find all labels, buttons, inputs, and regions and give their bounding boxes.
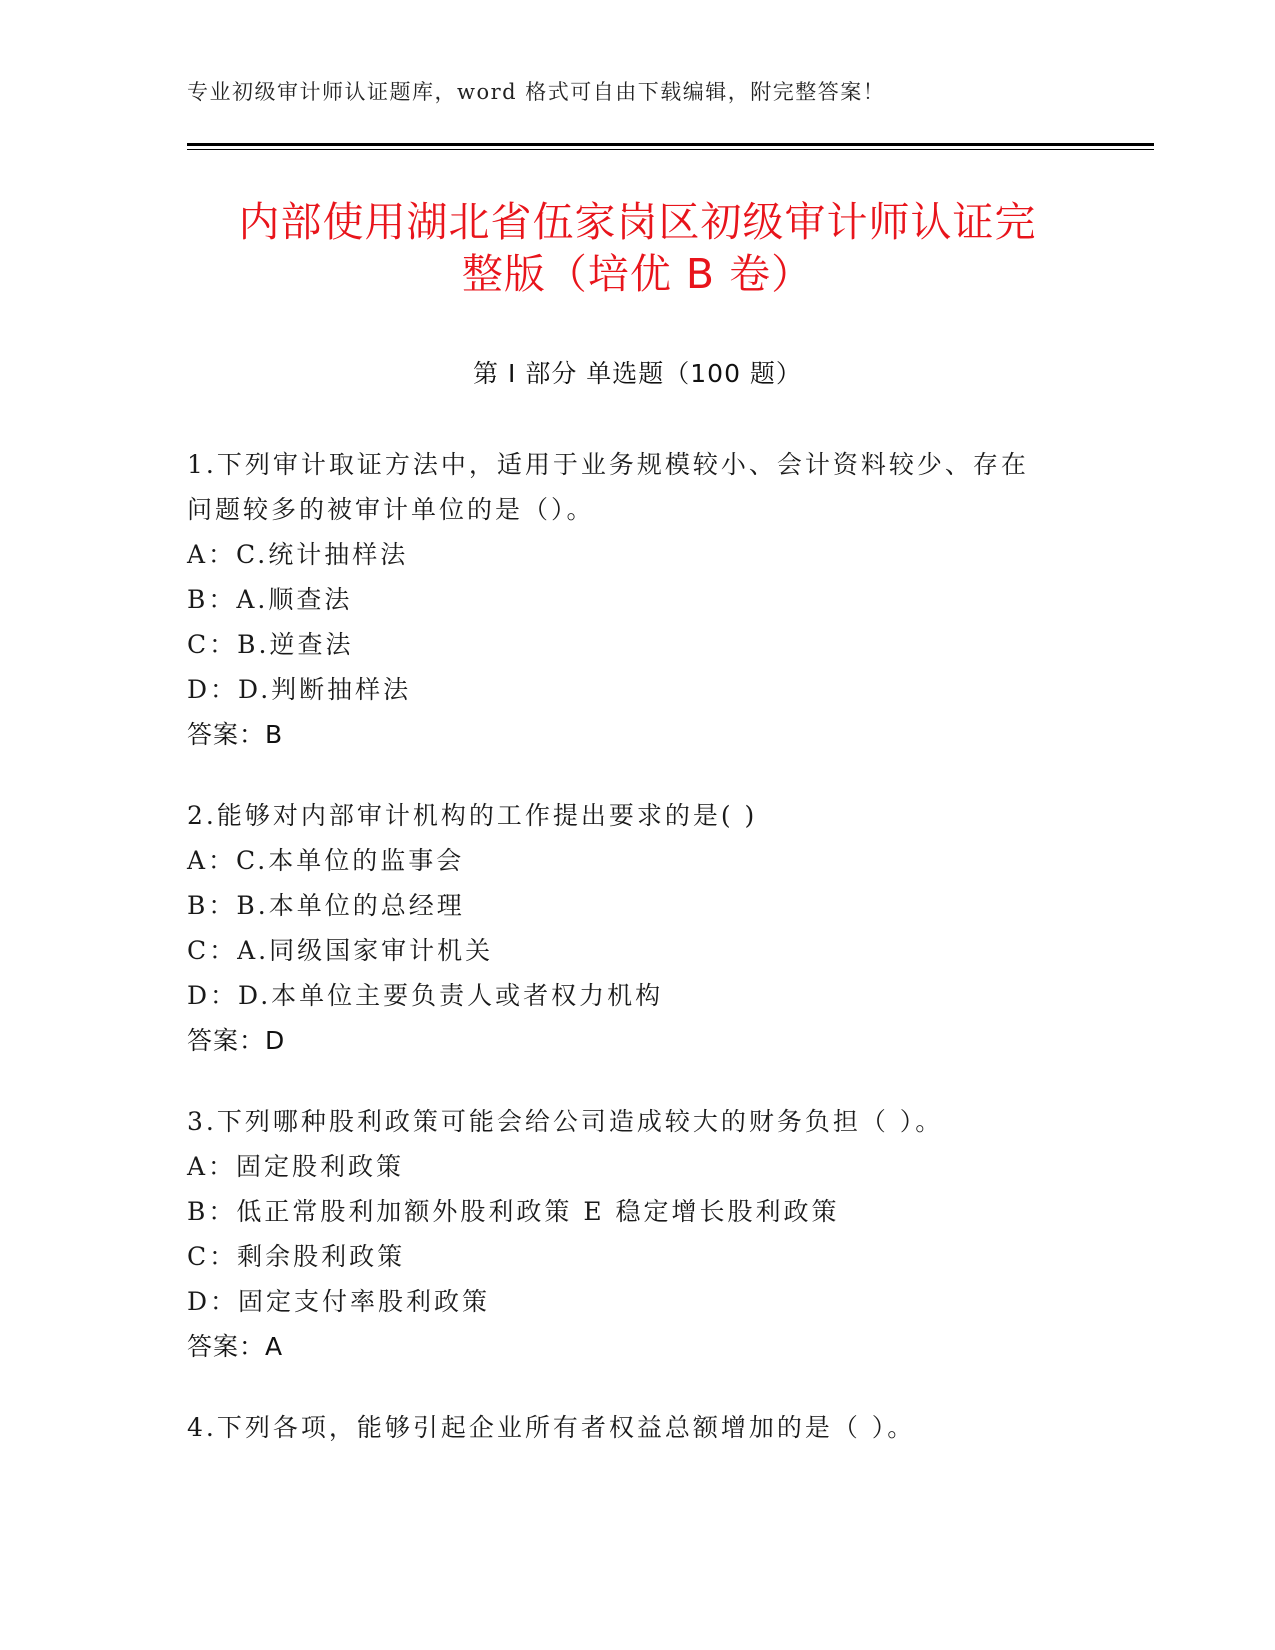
question-stem: 1.下列审计取证方法中，适用于业务规模较小、会计资料较少、存在 (187, 450, 1029, 479)
option-a: A：C.本单位的监事会 (187, 846, 465, 875)
answer: 答案：B (187, 720, 284, 749)
question-stem: 3.下列哪种股利政策可能会给公司造成较大的财务负担（ ）。 (187, 1107, 944, 1136)
header-divider-thin (187, 149, 1154, 150)
option-c: C：B.逆查法 (187, 630, 354, 659)
question-4 (187, 1405, 1087, 1450)
question-stem: 问题较多的被审计单位的是（）。 (187, 495, 595, 524)
option-a: A：C.统计抽样法 (187, 540, 409, 569)
option-c: C：剩余股利政策 (187, 1242, 406, 1271)
question-list (187, 442, 1087, 1486)
option-b: B：A.顺查法 (187, 585, 353, 614)
question-2 (187, 793, 1087, 1063)
option-c: C：A.同级国家审计机关 (187, 936, 494, 965)
answer: 答案：A (187, 1332, 284, 1361)
document-title-line-1: 内部使用湖北省伍家岗区初级审计师认证完 (238, 198, 1037, 246)
section-title: 第 I 部分 单选题（100 题） (473, 359, 802, 388)
answer: 答案：D (187, 1026, 286, 1055)
option-b: B：B.本单位的总经理 (187, 891, 465, 920)
question-stem: 4.下列各项，能够引起企业所有者权益总额增加的是（ ）。 (187, 1413, 916, 1442)
header-note: 专业初级审计师认证题库，word 格式可自由下载编辑，附完整答案！ (187, 80, 886, 104)
document-title (150, 196, 1125, 300)
question-3 (187, 1099, 1087, 1369)
option-b: B：低正常股利加额外股利政策 E 稳定增长股利政策 (187, 1197, 840, 1226)
question-1 (187, 442, 1087, 757)
option-d: D：固定支付率股利政策 (187, 1287, 491, 1316)
option-a: A：固定股利政策 (187, 1152, 405, 1181)
option-d: D：D.本单位主要负责人或者权力机构 (187, 981, 664, 1010)
question-stem: 2.能够对内部审计机构的工作提出要求的是( ) (187, 801, 758, 830)
document-title-line-2: 整版（培优 B 卷） (461, 250, 814, 298)
header-divider-thick (187, 143, 1154, 146)
option-d: D：D.判断抽样法 (187, 675, 412, 704)
